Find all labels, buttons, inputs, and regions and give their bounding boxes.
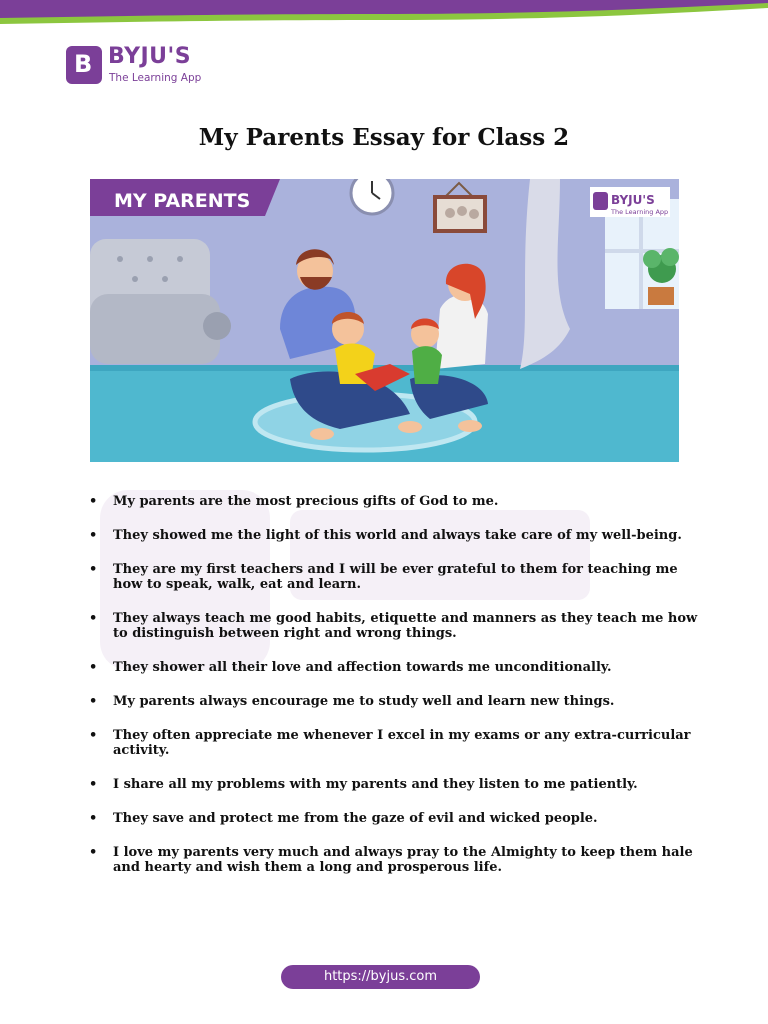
logo-tagline: The Learning App	[109, 72, 202, 84]
bullet-text: I love my parents very much and always pray to the Almighty to keep them hale and hearty and wish them a long and prosperous life.	[113, 845, 693, 875]
illustration-logo-tagline: The Learning App	[611, 208, 669, 216]
bullet-icon: •	[89, 694, 98, 709]
bullet-text: My parents are the most precious gifts of God to me.	[113, 494, 499, 509]
top-decorative-band	[0, 0, 768, 28]
bullet-icon: •	[89, 811, 98, 826]
list-item	[89, 845, 709, 875]
bullet-text: They often appreciate me whenever I excel in my exams or any extra-curricular activity.	[113, 728, 691, 758]
bullet-text: They save and protect me from the gaze of evil and wicked people.	[113, 811, 598, 826]
bullet-text: I share all my problems with my parents and they listen to me patiently.	[113, 777, 638, 792]
list-item	[89, 728, 709, 758]
bullet-text: They are my first teachers and I will be ever grateful to them for teaching me how to speak, walk, eat and learn.	[113, 562, 678, 592]
bullet-icon: •	[89, 562, 98, 577]
bullet-icon: •	[89, 777, 98, 792]
illustration-logo-name: BYJU'S	[611, 193, 655, 207]
bullet-icon: •	[89, 494, 98, 509]
bullet-icon: •	[89, 528, 98, 543]
list-item	[89, 494, 709, 509]
list-item	[89, 660, 709, 675]
my-parents-illustration	[90, 179, 679, 462]
essay-bullet-list	[89, 494, 709, 894]
bullet-text: My parents always encourage me to study well and learn new things.	[113, 694, 615, 709]
list-item	[89, 777, 709, 792]
logo-name: BYJU'S	[108, 44, 192, 69]
bullet-icon: •	[89, 728, 98, 743]
bullet-icon: •	[89, 845, 98, 860]
byjus-logo[interactable]	[66, 44, 206, 86]
list-item	[89, 528, 709, 543]
bullet-icon: •	[89, 611, 98, 626]
bullet-icon: •	[89, 660, 98, 675]
logo-mark: B	[66, 46, 102, 84]
list-item	[89, 811, 709, 826]
list-item	[89, 611, 709, 641]
footer-url-link[interactable]: https://byjus.com	[281, 965, 480, 989]
bullet-text: They shower all their love and affection towards me unconditionally.	[113, 660, 612, 675]
bullet-text: They showed me the light of this world and always take care of my well-being.	[113, 528, 682, 543]
bullet-text: They always teach me good habits, etiquette and manners as they teach me how to distinguish between right and wrong things.	[113, 611, 698, 641]
list-item	[89, 562, 709, 592]
page-title: My Parents Essay for Class 2	[198, 124, 570, 151]
illustration-banner-label: MY PARENTS	[114, 190, 251, 212]
list-item	[89, 694, 709, 709]
